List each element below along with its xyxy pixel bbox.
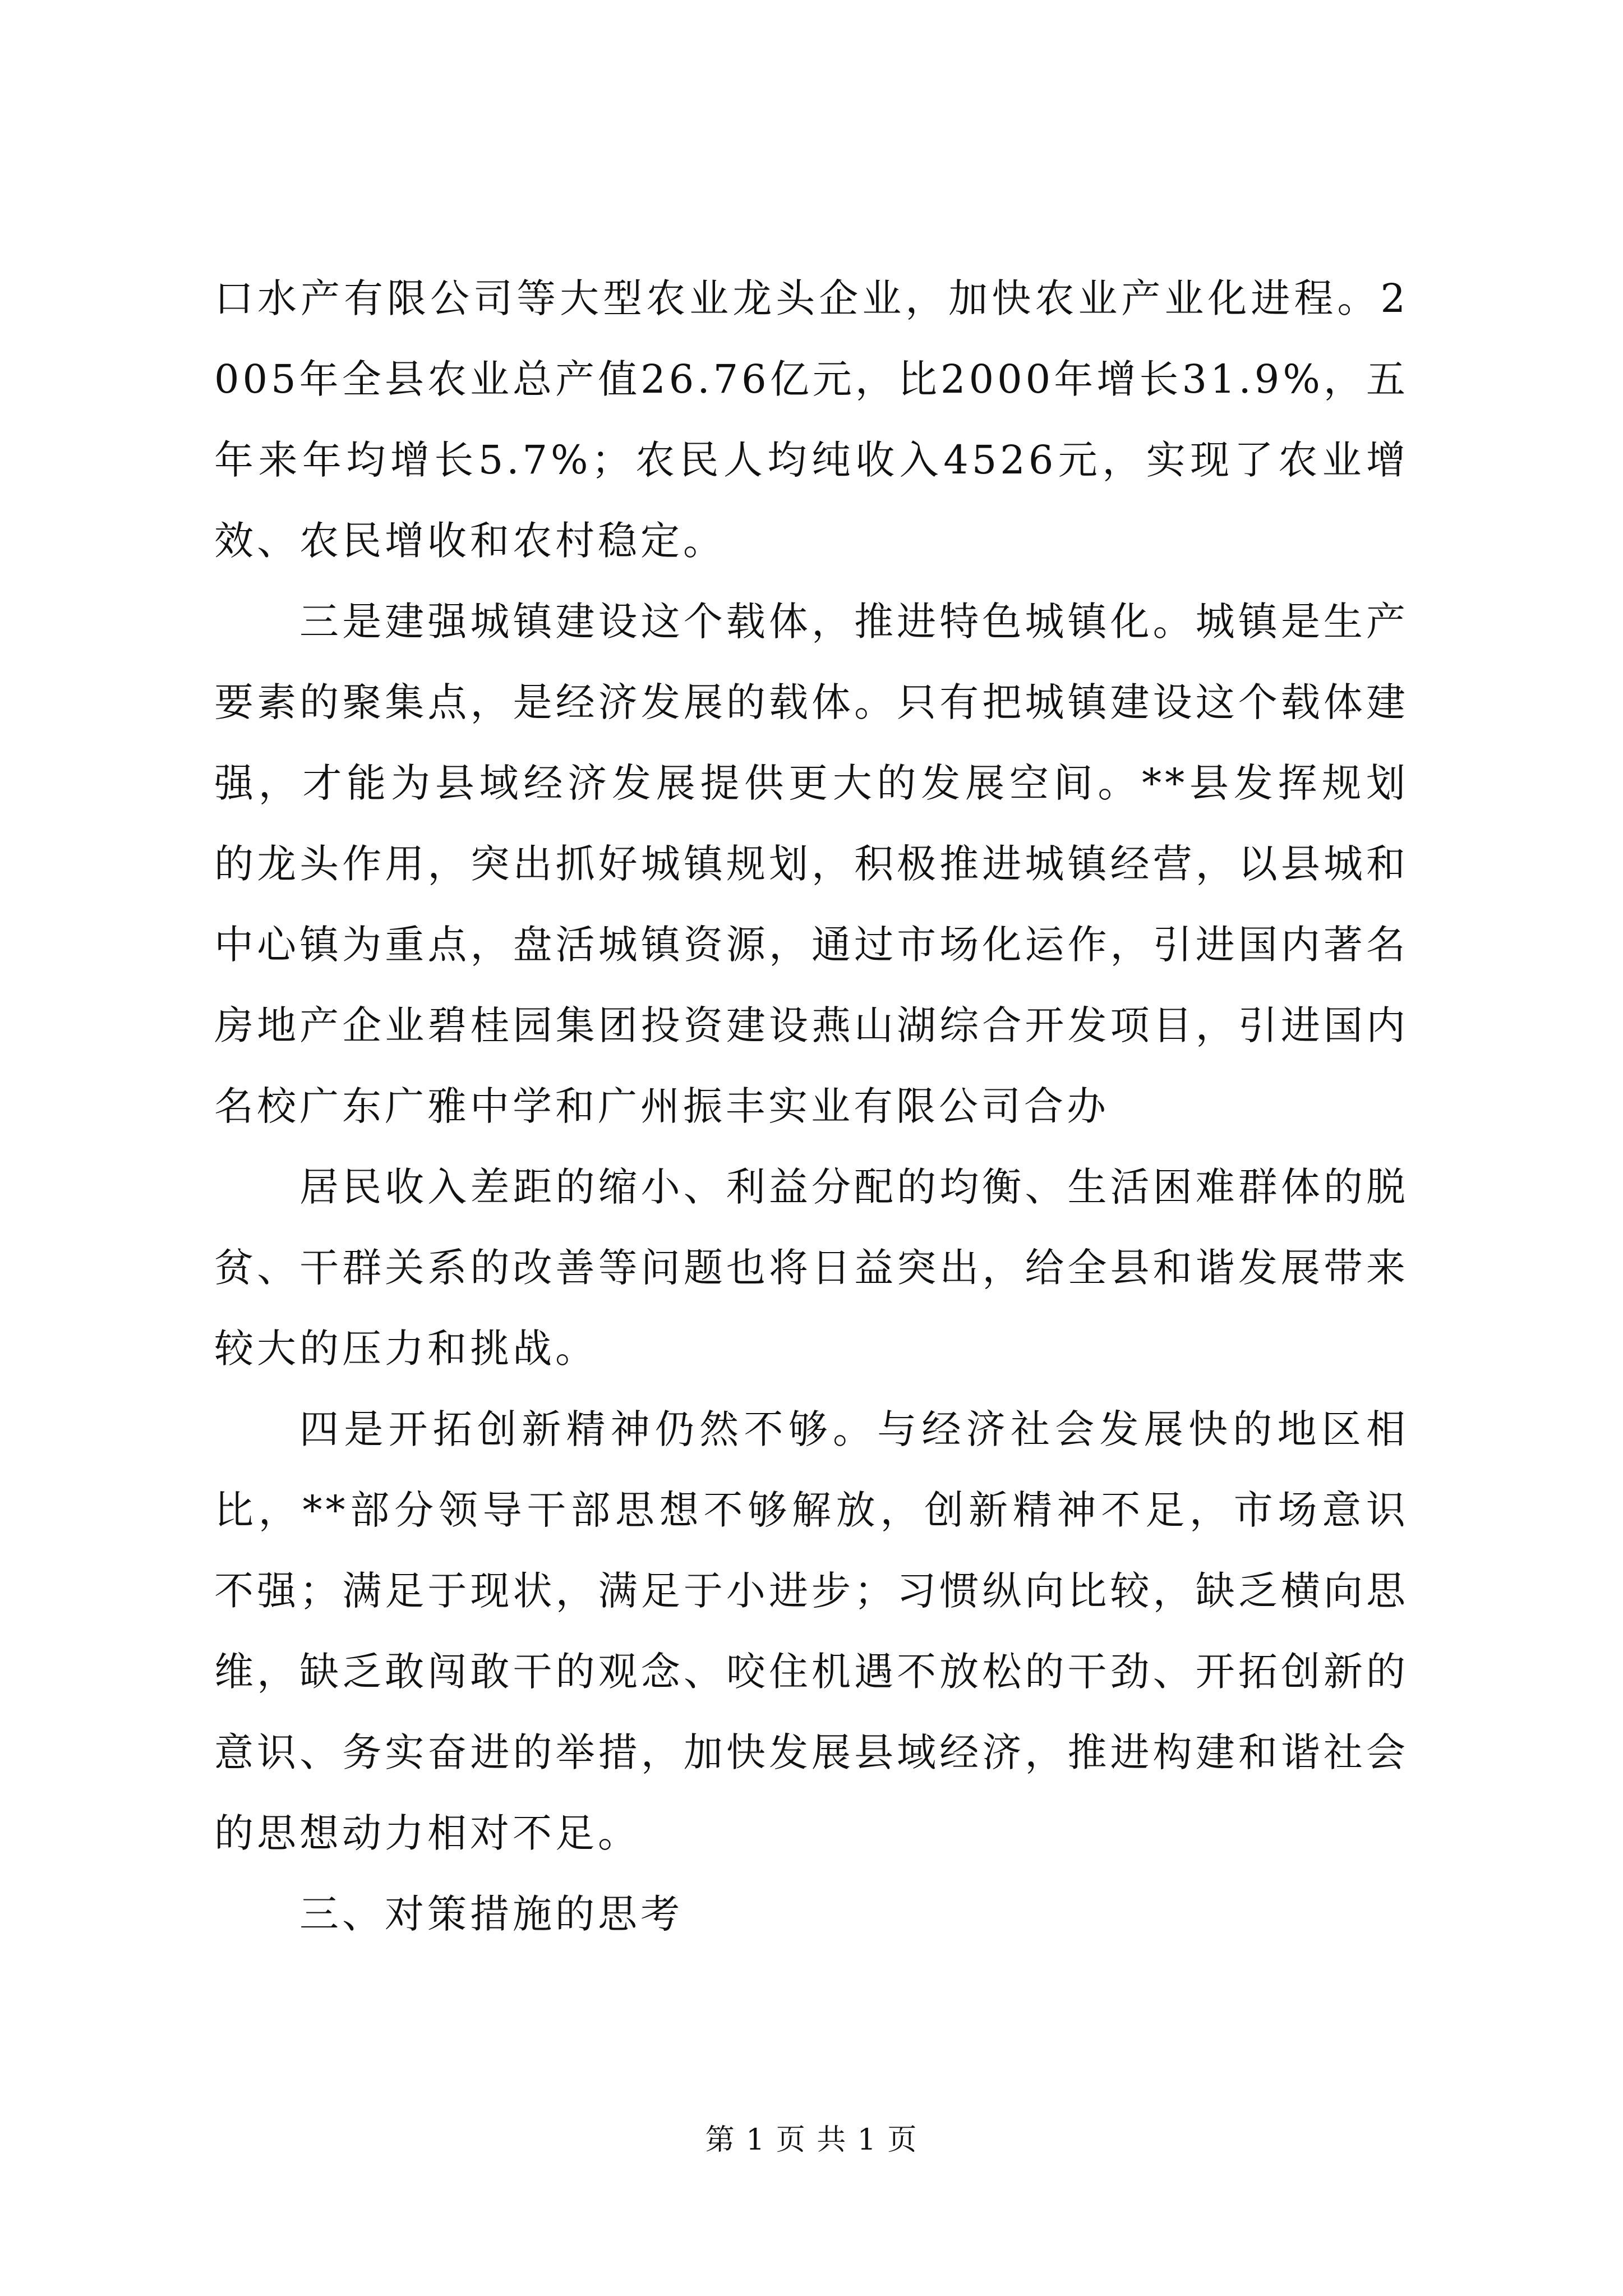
paragraph-1: 口水产有限公司等大型农业龙头企业，加快农业产业化进程。2005年全县农业总产值26.76亿元，比2000年增长31.9%，五年来年均增长5.7%；农民人均纯收入4526元，实现了农业增效、农民增收和农村稳定。	[214, 275, 1409, 564]
section-heading: 三、对策措施的思考	[299, 1891, 683, 1937]
paragraph-4: 四是开拓创新精神仍然不够。与经济社会发展快的地区相比，**部分领导干部思想不够解放，创新精神不足，市场意识不强；满足于现状，满足于小进步；习惯纵向比较，缺乏横向思维，缺乏敢闯敢干的观念、咬住机遇不放松的干劲、开拓创新的意识、务实奋进的举措，加快发展县域经济，推进构建和谐社会的思想动力相对不足。	[214, 1406, 1409, 1856]
paragraph-3: 居民收入差距的缩小、利益分配的均衡、生活困难群体的脱贫、干群关系的改善等问题也将日益突出，给全县和谐发展带来较大的压力和挑战。	[214, 1164, 1409, 1372]
paragraph-2: 三是建强城镇建设这个载体，推进特色城镇化。城镇是生产要素的聚集点，是经济发展的载体。只有把城镇建设这个载体建强，才能为县域经济发展提供更大的发展空间。**县发挥规划的龙头作用，突出抓好城镇规划，积极推进城镇经营，以县城和中心镇为重点，盘活城镇资源，通过市场化运作，引进国内著名房地产企业碧桂园集团投资建设燕山湖综合开发项目，引进国内名校广东广雅中学和广州振丰实业有限公司合办	[214, 599, 1409, 1129]
page-number-footer: 第 1 页 共 1 页	[705, 2123, 918, 2157]
document-body	[214, 258, 1409, 1954]
